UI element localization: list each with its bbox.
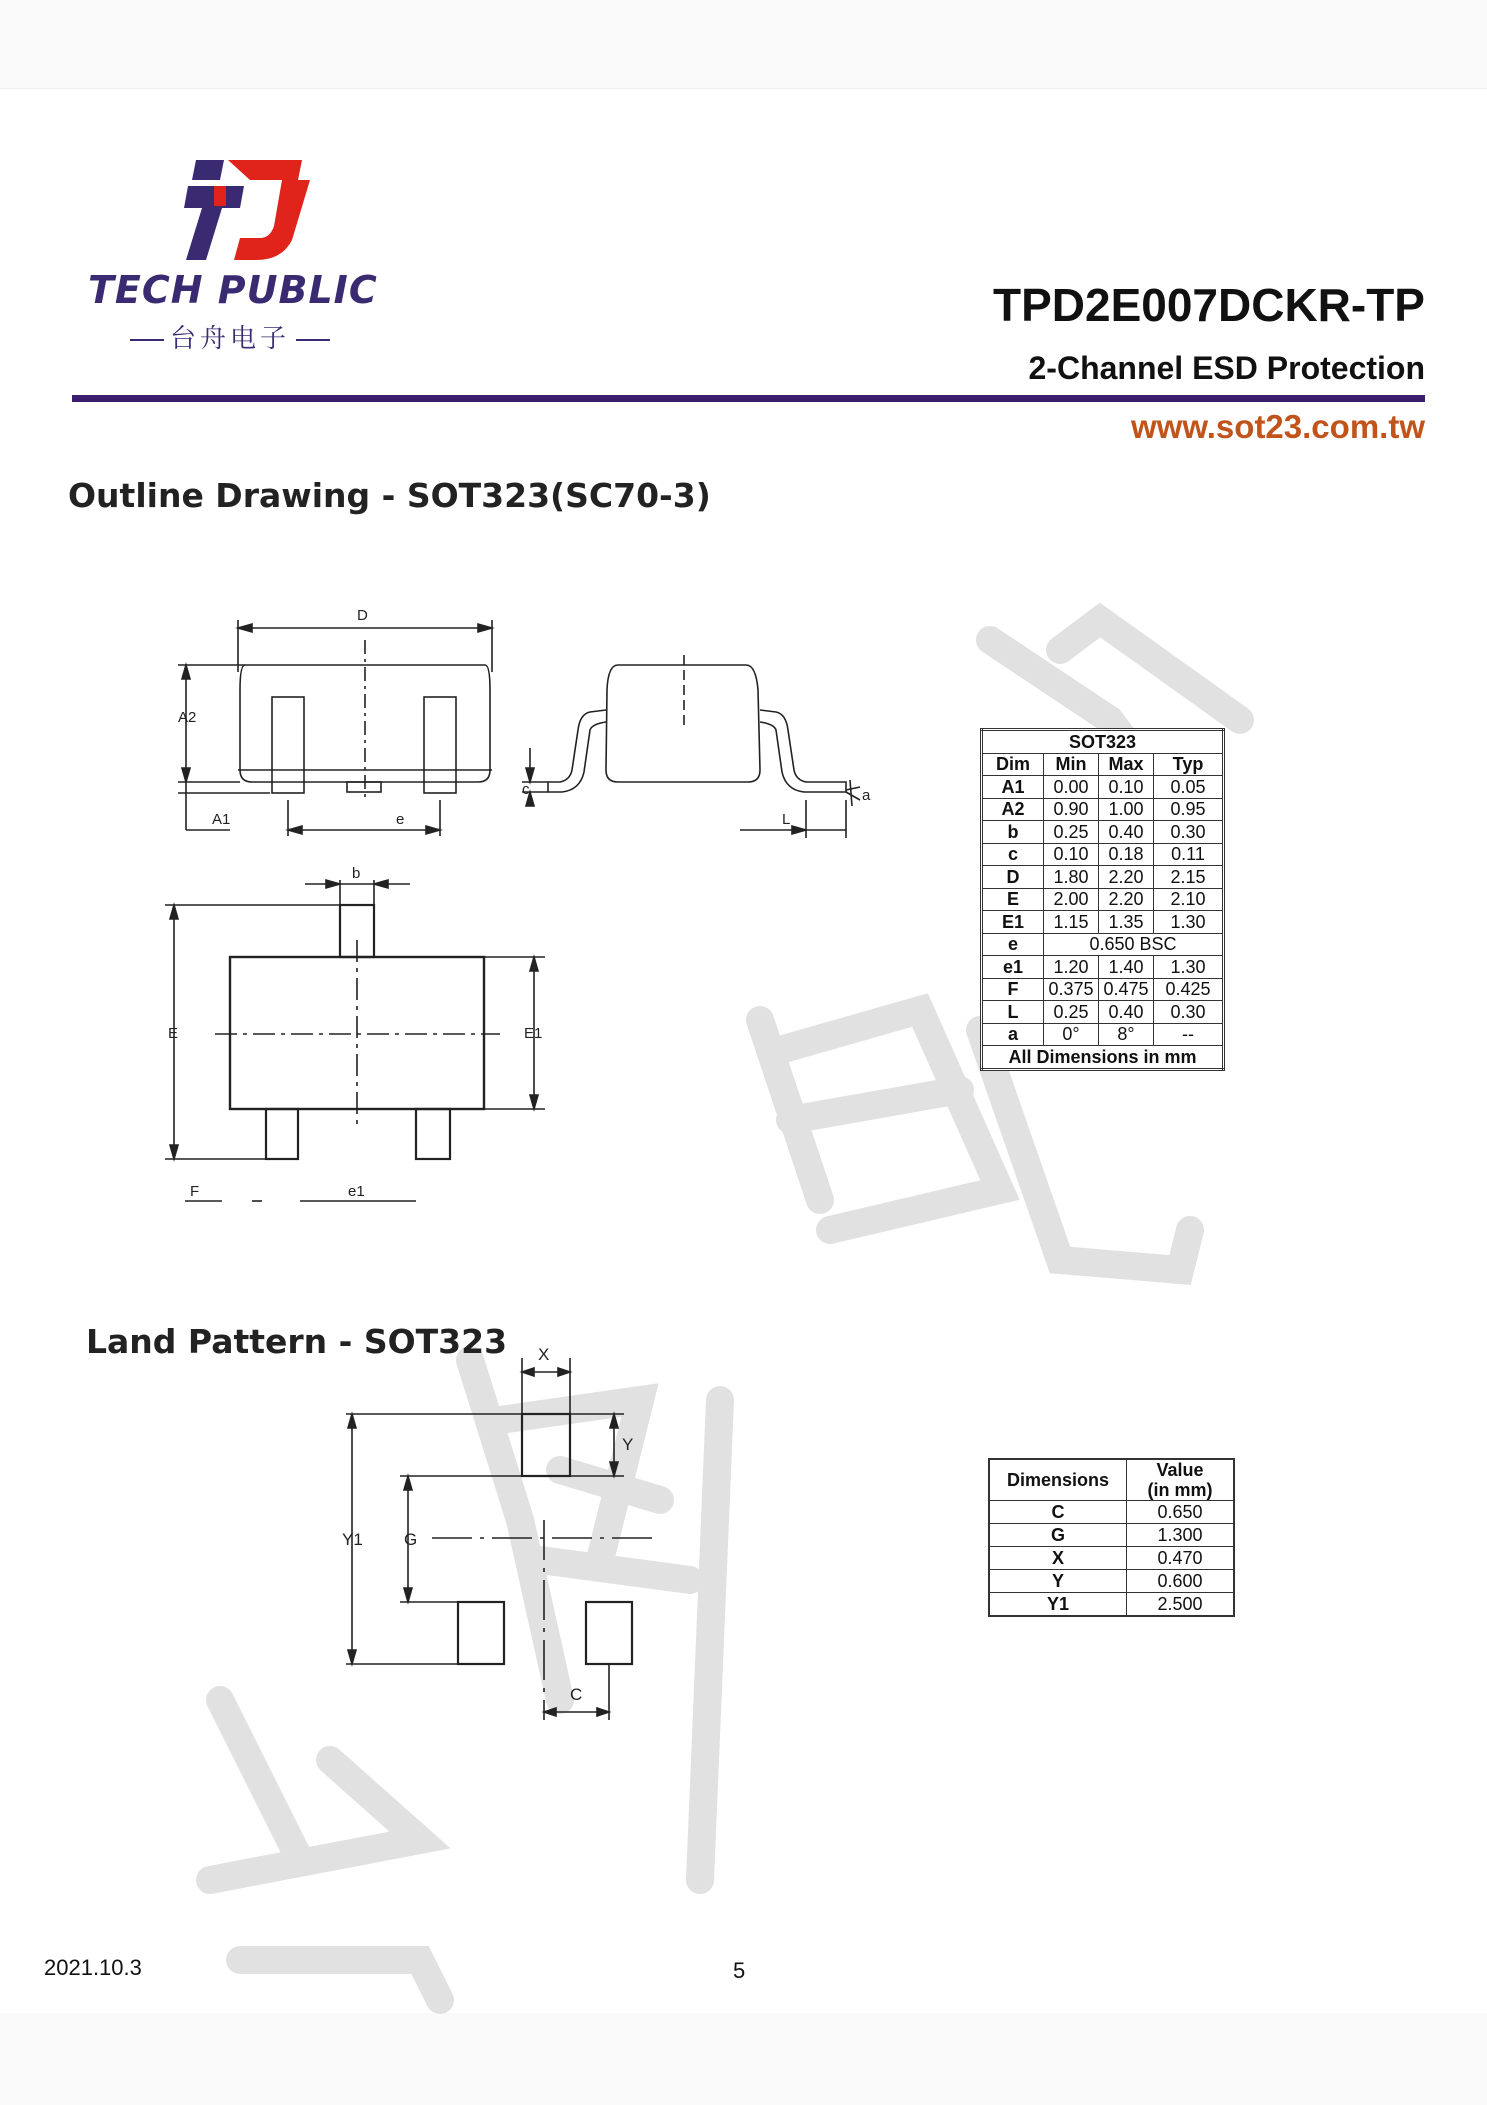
table-row: D 1.80 2.20 2.15 xyxy=(982,866,1224,889)
label-A2: A2 xyxy=(178,709,197,726)
label-X: X xyxy=(538,1345,550,1364)
table-row: G 1.300 xyxy=(989,1524,1234,1547)
table-row: C 0.650 xyxy=(989,1501,1234,1524)
table-row: e 0.650 BSC xyxy=(982,933,1224,956)
column-header: Value (in mm) xyxy=(1127,1459,1235,1501)
table-row: F 0.375 0.475 0.425 xyxy=(982,978,1224,1001)
table-row: b 0.25 0.40 0.30 xyxy=(982,821,1224,844)
table-row: A2 0.90 1.00 0.95 xyxy=(982,798,1224,821)
table-row: Y1 2.500 xyxy=(989,1593,1234,1617)
land-pattern-heading: Land Pattern - SOT323 xyxy=(86,1322,508,1361)
table-row: Y 0.600 xyxy=(989,1570,1234,1593)
table-row: X 0.470 xyxy=(989,1547,1234,1570)
label-Y1: Y1 xyxy=(342,1530,363,1549)
label-D: D xyxy=(357,607,368,624)
column-header: Dim xyxy=(982,753,1044,776)
label-C: C xyxy=(570,1685,583,1704)
label-A1: A1 xyxy=(212,811,231,828)
label-e: e xyxy=(396,811,405,828)
table-row: E1 1.15 1.35 1.30 xyxy=(982,911,1224,934)
part-number: TPD2E007DCKR-TP xyxy=(993,279,1425,331)
land-pattern-table xyxy=(988,1458,1235,1617)
outline-drawing-heading: Outline Drawing - SOT323(SC70-3) xyxy=(68,476,711,515)
column-header: Min xyxy=(1044,753,1099,776)
label-E: E xyxy=(168,1025,179,1042)
table-row: e1 1.20 1.40 1.30 xyxy=(982,956,1224,979)
column-header: Max xyxy=(1099,753,1154,776)
label-G: G xyxy=(404,1530,418,1549)
table-row: c 0.10 0.18 0.11 xyxy=(982,843,1224,866)
label-L: L xyxy=(782,811,791,828)
part-subtitle: 2-Channel ESD Protection xyxy=(1028,350,1425,386)
logo-text: TECH PUBLIC xyxy=(88,268,378,312)
table-row: A1 0.00 0.10 0.05 xyxy=(982,776,1224,799)
label-F: F xyxy=(190,1183,200,1200)
table-row: L 0.25 0.40 0.30 xyxy=(982,1001,1224,1024)
label-c: c xyxy=(522,781,530,798)
label-E1: E1 xyxy=(524,1025,543,1042)
table-row: E 2.00 2.20 2.10 xyxy=(982,888,1224,911)
logo-subtext: 台舟电子 xyxy=(130,318,330,355)
footer-date: 2021.10.3 xyxy=(44,1955,142,1980)
label-Y: Y xyxy=(622,1435,634,1454)
page-number: 5 xyxy=(733,1958,746,1983)
label-b: b xyxy=(352,865,361,882)
column-header: Dimensions xyxy=(989,1459,1127,1501)
label-a: a xyxy=(862,787,871,804)
label-e1: e1 xyxy=(348,1183,365,1200)
table-title: SOT323 xyxy=(982,730,1224,754)
website-link[interactable]: www.sot23.com.tw xyxy=(1130,408,1425,445)
column-header: Typ xyxy=(1154,753,1224,776)
table-footer: All Dimensions in mm xyxy=(982,1046,1224,1070)
table-row: a 0° 8° -- xyxy=(982,1023,1224,1046)
